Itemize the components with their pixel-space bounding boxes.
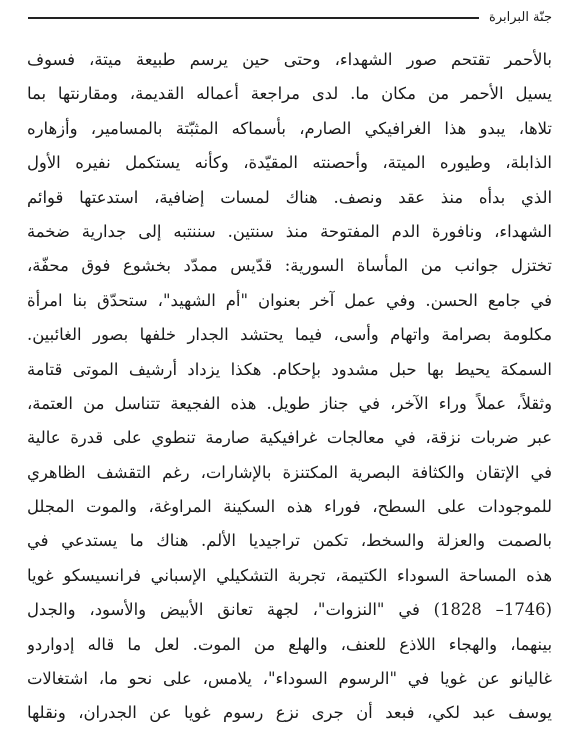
text-line: يسيل الأحمر من مكان ما. لدى مراجعة أعماله القديمة، ومقارنتها بما <box>27 84 552 104</box>
text-line: هذه المساحة السوداء الكتيمة، تجربة التشكيلي الإسباني فرانسيسكو غويا <box>27 565 552 585</box>
text-line: في الإتقان والكثافة البصرية المكتنزة بالإشارات، رغم التقشف الظاهري <box>27 462 552 482</box>
text-line: تختزل جوانب من المأساة السورية: قدّيس ممدّد بخشوع فوق محفّة، <box>27 256 552 276</box>
text-line: (1746– 1828) في "النزوات"، لجهة تعانق الأبيض والأسود، والجدل <box>27 600 552 620</box>
text-line: السمكة يحيط بها حبل مشدود بإحكام. هكذا يزداد أرشيف الموتى قتامة <box>27 359 552 379</box>
text-line: للموجودات على السطح، فوراء هذه السكينة المراوغة، والموت المجلل <box>27 497 552 517</box>
text-line: في جامع الحسن. وفي عمل آخر بعنوان "أم الشهيد"، ستحدّق بنا امرأة <box>27 290 552 310</box>
text-line: الذي بدأه منذ عقد ونصف. هناك لمسات إضافية، استدعتها قوائم <box>27 187 552 207</box>
text-line: مكلومة بصرامة واتهام وأسى، فيما يحتشد الجدار خلفها بصور الغائبين. <box>27 325 552 345</box>
body-text <box>27 43 552 731</box>
text-line: عبر ضربات نزقة، في معالجات غرافيكية صارمة تنطوي على قدرة عالية <box>27 428 552 448</box>
text-line: بالصمت والعزلة والسخط، تكمن تراجيديا الألم. هناك ما يستدعي في <box>27 531 552 551</box>
text-line: بالأحمر تقتحم صور الشهداء، وحتى حين يرسم طبيعة ميتة، فسوف <box>27 50 552 69</box>
header-rule <box>28 17 479 19</box>
text-line: وثقلاً، عملاً وراء الآخر، في جناز طويل. هذه الفجيعة تتناسل من العتمة، <box>27 393 552 413</box>
text-line: غاليانو عن غويا في "الرسوم السوداء"، يلامس، على نحو ما، اشتغالات <box>27 669 552 689</box>
text-line: الذابلة، وطيوره الميتة، وأحصنته المقيّدة، وكأنه يستكمل نفيره الأول <box>27 153 552 173</box>
text-line: يوسف عبد لكي، فبعد أن جرى نزع رسوم غويا عن الجدران، ونقلها <box>27 703 552 723</box>
text-line: بينهما، والهجاء اللاذع للعنف، والهلع من الموت. لعل ما قاله إدواردو <box>27 634 552 654</box>
running-header <box>28 6 552 28</box>
text-line: الشهداء، ونافورة الدم المفتوحة منذ سنتين. سننتبه إلى جدارية ضخمة <box>27 221 552 241</box>
text-line: تلاها، يبدو هذا الغرافيكي الصارم، بأسماكه المثبّتة بالمسامير، وأزهاره <box>27 118 552 138</box>
running-title: جنّة البرابرة <box>489 9 552 25</box>
